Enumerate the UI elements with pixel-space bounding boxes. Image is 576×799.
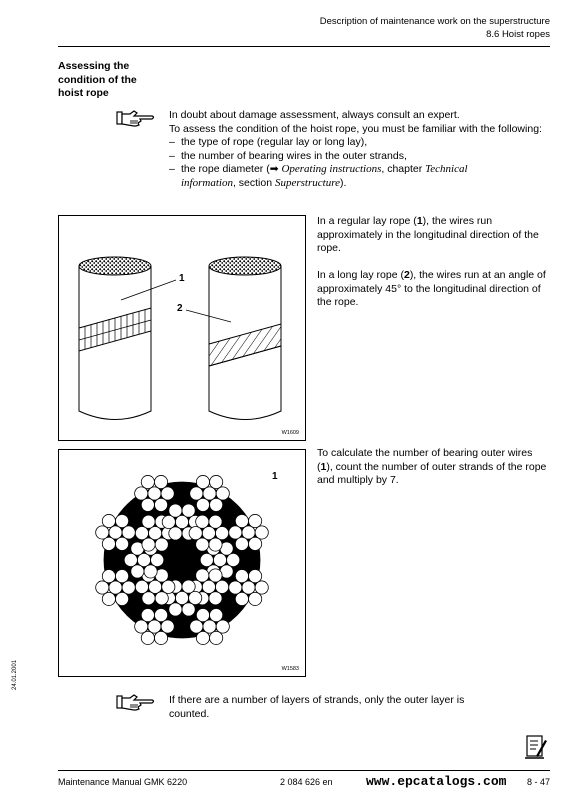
wire — [161, 620, 174, 633]
wire — [190, 487, 203, 500]
wire — [142, 515, 155, 528]
wire — [209, 515, 222, 528]
wire — [109, 581, 122, 594]
wire — [154, 475, 167, 488]
wire — [175, 591, 188, 604]
wire — [154, 498, 167, 511]
wire — [155, 538, 168, 551]
figure-code: W1583 — [281, 666, 299, 672]
wire — [196, 538, 209, 551]
reference-superstructure[interactable]: Superstructure — [274, 176, 340, 189]
figure-rope-lay — [58, 215, 306, 441]
wire — [135, 487, 148, 500]
wire — [151, 553, 164, 566]
list-item: – the type of rope (regular lay or long lay), — [169, 136, 549, 150]
pen-and-paper-icon — [524, 734, 548, 760]
wire — [182, 603, 195, 616]
wire — [148, 487, 161, 500]
wire — [203, 487, 216, 500]
wire — [189, 591, 202, 604]
wire — [229, 526, 242, 539]
wire — [149, 580, 162, 593]
wire — [200, 553, 213, 566]
wire — [227, 553, 240, 566]
wire — [216, 487, 229, 500]
callout-outer-wires: 1 — [272, 471, 278, 482]
page-number: 8 - 47 — [526, 777, 550, 787]
wire — [202, 580, 215, 593]
footer-rule — [58, 770, 550, 771]
wire — [196, 515, 209, 528]
figure-code: W1609 — [281, 430, 299, 436]
wire — [141, 608, 154, 621]
list-item: – the number of bearing wires in the outer strands, — [169, 150, 549, 164]
wire — [166, 544, 198, 576]
wire — [155, 592, 168, 605]
wire — [96, 581, 109, 594]
wire — [216, 620, 229, 633]
reference-operating-instructions[interactable]: Operating instructions — [281, 163, 382, 175]
wire — [162, 580, 175, 593]
wire — [182, 580, 195, 593]
wire — [190, 620, 203, 633]
callout-1: 1 — [179, 273, 185, 284]
wire — [202, 527, 215, 540]
wire — [102, 592, 115, 605]
wire — [141, 631, 154, 644]
wire — [203, 620, 216, 633]
wire — [115, 570, 128, 583]
wire — [196, 608, 209, 621]
wire — [115, 592, 128, 605]
wire — [235, 570, 248, 583]
wire — [210, 475, 223, 488]
wire — [141, 498, 154, 511]
wire — [142, 592, 155, 605]
wire — [229, 581, 242, 594]
wire — [122, 581, 135, 594]
header-rule — [58, 46, 550, 47]
wire — [189, 527, 202, 540]
wire — [169, 603, 182, 616]
pointing-hand-icon — [116, 108, 156, 130]
wire — [135, 580, 148, 593]
wire — [109, 526, 122, 539]
wire — [210, 498, 223, 511]
header-chapter: Description of maintenance work on the superstructure — [319, 16, 550, 27]
wire — [235, 592, 248, 605]
wire — [235, 537, 248, 550]
regular-lay-rope — [79, 257, 151, 420]
note-line2: To assess the condition of the hoist rope, you must be familiar with the following: — [169, 122, 542, 135]
pointing-hand-icon — [116, 692, 156, 714]
wire — [182, 504, 195, 517]
wire — [148, 620, 161, 633]
wire — [210, 608, 223, 621]
wire — [161, 487, 174, 500]
wire — [196, 475, 209, 488]
paragraph-outer-wires: To calculate the number of bearing outer wires (1), count the number of outer strands of the rope and multiply by 7. — [317, 447, 547, 486]
wire — [175, 515, 188, 528]
wire — [122, 526, 135, 539]
wire — [215, 580, 228, 593]
arrow-icon: ➡ — [269, 163, 279, 175]
side-date: 24.01.2001 — [12, 659, 18, 690]
note-line1: In doubt about damage assessment, always consult an expert. — [169, 109, 460, 121]
figure-rope-cross-section — [58, 449, 306, 677]
wire — [102, 514, 115, 527]
rope-cross-section-illustration — [59, 450, 305, 676]
wire — [115, 537, 128, 550]
note-outer-layer: If there are a number of layers of strands, only the outer layer is counted. — [169, 694, 465, 720]
wire — [235, 514, 248, 527]
list-item: – the rope diameter (➡ Operating instructions, chapter Technical information, section Superstructure). — [169, 163, 501, 190]
wire — [249, 570, 262, 583]
paragraph-regular-lay: In a regular lay rope (1), the wires run approximately in the longitudinal direction of the rope. — [317, 215, 539, 254]
wire — [209, 538, 222, 551]
wire — [249, 537, 262, 550]
wire — [196, 569, 209, 582]
wire — [102, 537, 115, 550]
callout-2: 2 — [177, 303, 183, 314]
wire — [96, 526, 109, 539]
header-section: 8.6 Hoist ropes — [486, 29, 550, 40]
wire — [162, 515, 175, 528]
wire — [141, 475, 154, 488]
wire — [209, 592, 222, 605]
wire — [144, 565, 157, 578]
long-lay-rope — [209, 257, 281, 420]
wire — [242, 526, 255, 539]
page-header — [320, 15, 550, 41]
rope-lay-illustration — [59, 216, 305, 440]
reference-technical-information[interactable]: Technical information — [181, 163, 468, 189]
wire — [215, 527, 228, 540]
wire — [210, 631, 223, 644]
wire — [209, 569, 222, 582]
paragraph-long-lay: In a long lay rope (2), the wires run at an angle of approximately 45° to the longitudinal direction of the rope. — [317, 269, 546, 308]
wire — [249, 592, 262, 605]
wire — [169, 504, 182, 517]
requirements-list — [169, 136, 549, 190]
wire — [142, 538, 155, 551]
wire — [169, 527, 182, 540]
wire — [196, 498, 209, 511]
footer-title: Maintenance Manual GMK 6220 — [58, 777, 188, 787]
wire — [255, 526, 268, 539]
wire — [196, 631, 209, 644]
watermark-url[interactable]: www.epcatalogs.com — [366, 774, 507, 789]
wire — [115, 514, 128, 527]
wire — [135, 620, 148, 633]
footer-doc-number: 2 084 626 en — [280, 777, 333, 787]
wire — [149, 527, 162, 540]
note-assessment — [169, 109, 549, 190]
wire — [102, 570, 115, 583]
wire — [135, 527, 148, 540]
wire — [255, 581, 268, 594]
wire — [154, 631, 167, 644]
wire — [131, 565, 144, 578]
wire — [154, 608, 167, 621]
section-title: Assessing the condition of the hoist rope — [58, 60, 137, 99]
wire — [124, 553, 137, 566]
wire — [242, 581, 255, 594]
wire — [137, 553, 150, 566]
wire — [213, 553, 226, 566]
wire — [249, 514, 262, 527]
